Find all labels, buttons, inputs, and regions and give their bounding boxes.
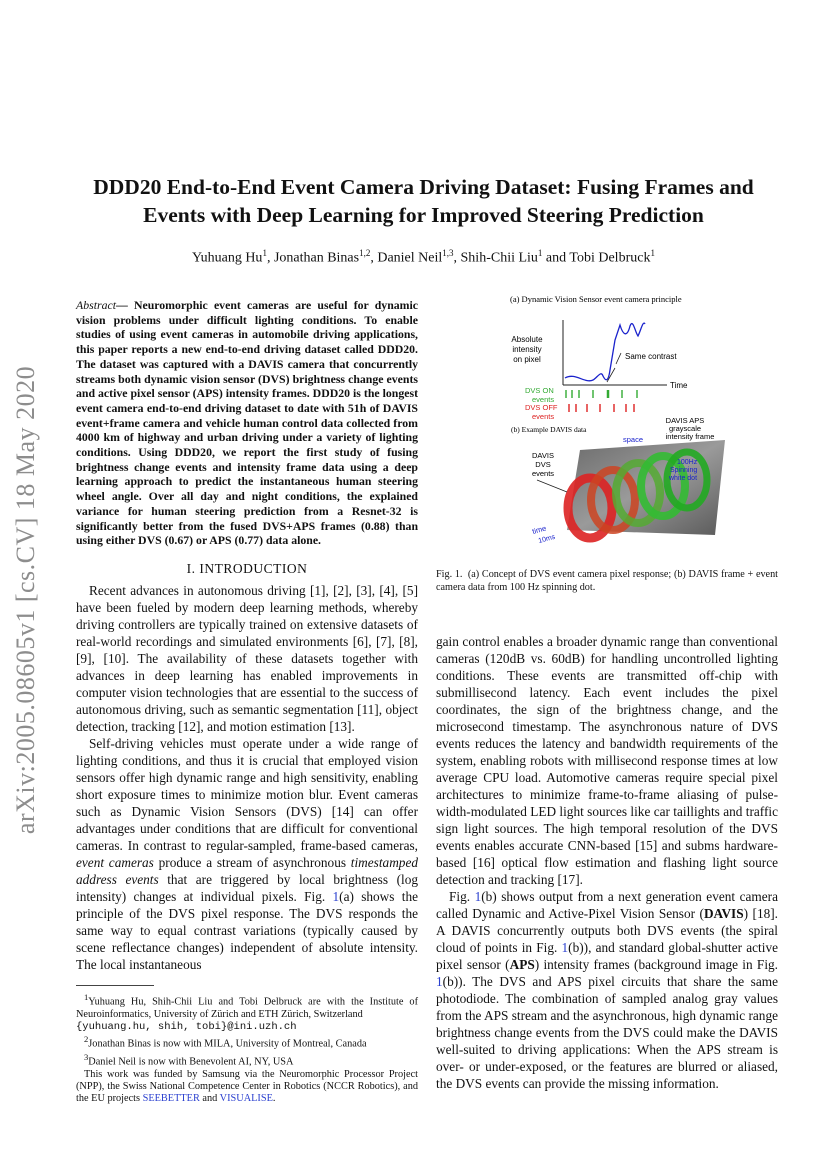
davis-dvs-label: DAVIS bbox=[532, 451, 554, 460]
dvs-on-label: events bbox=[532, 395, 555, 404]
panel-b-title: (b) Example DAVIS data bbox=[511, 425, 587, 434]
dvs-on-events bbox=[566, 390, 637, 398]
davis-aps-label: grayscale bbox=[668, 424, 702, 433]
davis-aps-label: intensity frame bbox=[665, 432, 715, 441]
author-list: Yuhuang Hu$^1$, Jonathan Binas$^{1,2}$, Daniel Neil$^{1,3}$, Shih-Chii Liu$^1$ and Tobi Delbruck$^1$ bbox=[192, 248, 655, 266]
abstract-text: — Neuromorphic event cameras are useful for dynamic vision problems under difficult lighting conditions. To enable studies of using event cameras in automobile driving applications, this paper reports a new end-to-end driving dataset called DDD20. The dataset was captured with a DAVIS camera that concurrently streams both dynamic vision sensor (DVS) brightness change events and active pixel sensor (APS) intensity frames. DDD20 is the longest event camera end-to-end driving dataset to date with 51h of DAVIS event+frame camera and vehicle human control data collected from 4000 km of highway and urban driving under a variety of lighting conditions. Using DDD20, we report the first study of fusing brightness change events and intensity frame data using a deep learning approach to predict the instantaneous human steering wheel angle. Over all day and night conditions, the explained variance for human steering prediction from a Resnet-32 is significantly better from the fused DVS+APS frames (0.88) than using either DVS (0.67) or APS (0.77) data alone. bbox=[76, 298, 418, 548]
davis-dvs-label: DVS bbox=[535, 460, 551, 469]
y-axis-label: on pixel bbox=[513, 355, 541, 364]
seebetter-link[interactable]: SEEBETTER bbox=[142, 1093, 200, 1105]
davis-aps-label: DAVIS APS bbox=[665, 416, 705, 425]
author-name: Shih-Chii Liu bbox=[460, 250, 538, 266]
paper-title: DDD20 End-to-End Event Camera Driving Dataset: Fusing Frames and Events with Deep Learning for Improved Steering Prediction bbox=[93, 175, 754, 227]
author-name: Yuhuang Hu bbox=[192, 250, 263, 266]
paragraph: Fig. 1(b) shows output from a next generation event camera called Dynamic and Active-Pixel Vision Sensor (DAVIS) [18]. A DAVIS concurrently outputs both DVS events (the spiral cloud of points in Fig. 1(b)), and standard global-shutter active pixel sensor (APS) intensity frames (background image in Fig. 1(b)). The DVS and APS pixel circuits that share the same photodiode. The combination of sampled analog gray values from the APS stream and the asynchronous, high dynamic range brightness change events from the DVS could make the DAVIS well-suited to driving applications: When the APS stream is over- or under-exposed, or the features are blurred or aliased, the DVS events can provide the missing information. bbox=[436, 889, 778, 1091]
abstract bbox=[76, 298, 418, 548]
author-name: Daniel Neil bbox=[377, 250, 443, 266]
footnote: $^1$Yuhuang Hu, Shih-Chii Liu and Tobi Delbruck are with the Institute of Neuroinformatics, University of Zürich and ETH Zürich, Switzerland {yuhuang.hu, shih, tobi}@ini.uzh.ch bbox=[76, 992, 418, 1034]
arxiv-identifier: arXiv:2005.08605v1 [cs.CV] 18 May 2020 bbox=[11, 365, 40, 835]
spin-label: 100Hz bbox=[677, 459, 698, 466]
figure-reference-link[interactable]: 1 bbox=[561, 940, 569, 955]
author-name: Jonathan Binas bbox=[273, 250, 360, 266]
dvs-on-label: DVS ON bbox=[525, 386, 554, 395]
figure-reference-link[interactable]: 1 bbox=[474, 889, 482, 904]
dvs-off-events bbox=[569, 404, 634, 412]
paragraph: Self-driving vehicles must operate under a wide range of lighting conditions, and thus it is crucial that employed vision sensors offer high dynamic range and high sensitivity, enabling short exposure times to minimize motion blur. Event cameras such as Dynamic Vision Sensors (DVS) [14] can offer advantages under conditions that are difficult for conventional cameras. In contrast to regular-sampled, frame-based cameras, event cameras produce a stream of asynchronous timestamped address events that are triggered by local brightness (log intensity) changes at individual pixels. Fig. 1(a) shows the principle of the DVS pixel response. The DVS responds the same way to equal contrast variations (typically caused by scene reflectance changes) independent of absolute intensity. The local instantaneous bbox=[76, 736, 418, 972]
panel-a-title: (a) Dynamic Vision Sensor event camera principle bbox=[510, 294, 682, 304]
figure-1 bbox=[445, 290, 775, 560]
davis-dvs-label: events bbox=[531, 469, 555, 478]
dvs-off-label: events bbox=[532, 412, 555, 421]
y-axis-label: intensity bbox=[512, 345, 542, 354]
intro-left-column bbox=[76, 582, 418, 973]
spin-label: Spinning bbox=[670, 467, 698, 474]
visualise-link[interactable]: VISUALISE bbox=[219, 1093, 273, 1105]
section-heading-introduction: I. INTRODUCTION bbox=[186, 561, 308, 576]
time-b-label: time bbox=[531, 523, 548, 536]
time-ms-label: 10ms bbox=[537, 533, 557, 545]
space-label: space bbox=[623, 435, 644, 444]
footnotes bbox=[76, 991, 418, 1106]
figure-reference-link[interactable]: 1 bbox=[332, 889, 340, 904]
time-axis-label: Time bbox=[670, 381, 688, 390]
dvs-off-label: DVS OFF bbox=[525, 403, 558, 412]
footnote: $^3$Daniel Neil is now with Benevolent AI, NY, USA bbox=[84, 1052, 294, 1068]
author-name: Tobi Delbruck bbox=[569, 250, 651, 266]
contrast-arrow bbox=[607, 353, 621, 382]
pointer-line bbox=[537, 480, 567, 492]
email-addresses: {yuhuang.hu, shih, tobi}@ini.uzh.ch bbox=[76, 1021, 297, 1034]
footnote: $^2$Jonathan Binas is now with MILA, University of Montreal, Canada bbox=[84, 1034, 367, 1050]
paragraph: gain control enables a broader dynamic range than conventional cameras (120dB vs. 60dB) for handling uncontrolled lighting conditions. These events are transmitted off-chip with submillisecond latency. Each event includes the pixel coordinates, the sign of the brightness change, and the microsecond timestamp. The asynchronous nature of DVS events reduces the latency and bandwidth requirements of the system, enabling robots with millisecond response times at low average CPU load. Automotive cameras require special pixel architectures to minimize frame-to-frame aliasing of pulse-width-modulated LED light sources like car taillights and traffic sign light sources. The high temporal resolution of the DVS events enables accurate CNN-based [15] and subms hardware-based [16] optical flow estimation and flashing light source detection and tracking [17]. bbox=[436, 634, 778, 887]
spin-label: white dot bbox=[669, 475, 698, 482]
figure-caption: Fig. 1. (a) Concept of DVS event camera pixel response; (b) DAVIS frame + event camera data from 100 Hz spinning dot. bbox=[436, 569, 779, 593]
y-axis-label: Absolute bbox=[511, 335, 543, 344]
intro-right-column bbox=[436, 633, 778, 1092]
same-contrast-label: Same contrast bbox=[625, 352, 677, 361]
abstract-label: Abstract bbox=[76, 298, 116, 312]
funding-note: This work was funded by Samsung via the Neuromorphic Processor Project (NPP), the Swiss National Competence Center in Robotics (NCCR Robotics), and the EU projects SEEBETTER and VISUALISE. bbox=[76, 1068, 418, 1105]
footnote-rule bbox=[76, 985, 154, 986]
paragraph: Recent advances in autonomous driving [1], [2], [3], [4], [5] have been fueled by modern deep learning methods, whereby driving controllers are typically trained on extensive datasets of real-world recordings and simulated environments [6], [7], [8], [9], [10]. The availability of these datasets together with advances in deep learning has enabled improvements in computer vision technologies that are essential to the success of autonomous driving, such as semantic segmentation [11], object detection, tracking [12], and motion estimation [13]. bbox=[76, 583, 418, 734]
figure-reference-link[interactable]: 1 bbox=[436, 974, 443, 989]
